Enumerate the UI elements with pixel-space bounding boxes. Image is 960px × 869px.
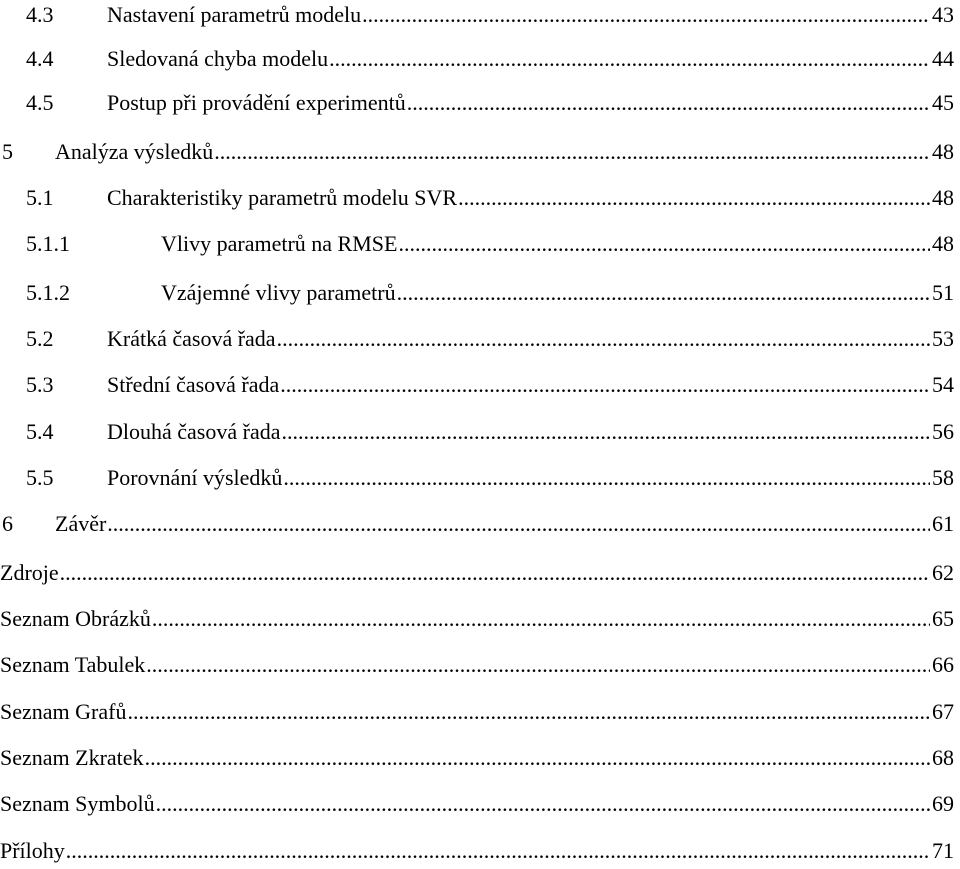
toc-dot-leader: [146, 650, 930, 680]
toc-entry-page: 48: [932, 139, 954, 164]
toc-entry-title: Vlivy parametrů na RMSE: [161, 231, 398, 256]
toc-entry-page: 71: [932, 838, 954, 863]
toc-entry-5-5[interactable]: [0, 463, 954, 493]
toc-entry-title: Vzájemné vlivy parametrů: [161, 280, 396, 305]
toc-entry-page: 43: [932, 2, 954, 27]
toc-entry-title: Přílohy: [0, 838, 65, 863]
toc-entry-number: 5.2: [26, 326, 54, 351]
toc-entry-5-4[interactable]: [0, 417, 954, 447]
toc-dot-leader: [60, 558, 930, 588]
toc-entry-page: 44: [932, 46, 954, 71]
toc-entry-page: 67: [932, 699, 954, 724]
toc-entry-number: 5: [2, 139, 13, 164]
toc-dot-leader: [156, 789, 930, 819]
toc-dot-leader: [214, 137, 930, 167]
toc-entry-4-5[interactable]: [0, 88, 954, 118]
toc-entry-page: 66: [932, 652, 954, 677]
toc-entry-5-2[interactable]: [0, 324, 954, 354]
toc-dot-leader: [127, 697, 930, 727]
toc-entry-number: 5.5: [26, 465, 54, 490]
toc-entry-title: Nastavení parametrů modelu: [107, 2, 362, 27]
toc-dot-leader: [362, 0, 930, 30]
toc-entry-page: 69: [932, 791, 954, 816]
toc-dot-leader: [283, 463, 930, 493]
toc-entry-page: 54: [932, 372, 954, 397]
toc-entry-number: 5.4: [26, 419, 54, 444]
toc-entry-title: Postup při provádění experimentů: [107, 90, 406, 115]
toc-entry-prilohy[interactable]: [0, 836, 954, 866]
toc-entry-title: Střední časová řada: [107, 372, 280, 397]
toc-entry-4-3[interactable]: [0, 0, 954, 30]
toc-entry-5-3[interactable]: [0, 370, 954, 400]
toc-entry-title: Krátká časová řada: [107, 326, 276, 351]
toc-entry-page: 48: [932, 231, 954, 256]
toc-entry-title: Závěr: [55, 511, 107, 536]
toc-entry-number: 5.1: [26, 185, 54, 210]
toc-entry-5-1[interactable]: [0, 183, 954, 213]
toc-entry-5-1-1[interactable]: [0, 229, 954, 259]
toc-dot-leader: [329, 44, 930, 74]
toc-entry-5-1-2[interactable]: [0, 278, 954, 308]
toc-dot-leader: [145, 743, 930, 773]
toc-entry-title: Zdroje: [0, 560, 59, 585]
toc-dot-leader: [458, 183, 930, 213]
toc-entry-title: Seznam Symbolů: [0, 791, 155, 816]
toc-entry-number: 5.1.2: [26, 280, 70, 305]
toc-entry-zdroje[interactable]: [0, 558, 954, 588]
toc-entry-number: 4.5: [26, 90, 54, 115]
toc-entry-seznam-grafu[interactable]: [0, 697, 954, 727]
toc-entry-title: Porovnání výsledků: [107, 465, 283, 490]
toc-entry-seznam-tabulek[interactable]: [0, 650, 954, 680]
toc-entry-title: Seznam Obrázků: [0, 606, 151, 631]
toc-entry-4-4[interactable]: [0, 44, 954, 74]
toc-entry-seznam-zkratek[interactable]: [0, 743, 954, 773]
toc-entry-seznam-symbolu[interactable]: [0, 789, 954, 819]
toc-entry-page: 58: [932, 465, 954, 490]
toc-dot-leader: [152, 604, 930, 634]
toc-dot-leader: [407, 88, 930, 118]
toc-entry-page: 62: [932, 560, 954, 585]
toc-entry-page: 56: [932, 419, 954, 444]
toc-entry-number: 6: [2, 511, 13, 536]
toc-dot-leader: [66, 836, 930, 866]
toc-entry-title: Seznam Grafů: [0, 699, 127, 724]
toc-dot-leader: [281, 417, 930, 447]
toc-entry-number: 4.4: [26, 46, 54, 71]
toc-entry-page: 48: [932, 185, 954, 210]
toc-dot-leader: [397, 278, 930, 308]
toc-entry-seznam-obrazku[interactable]: [0, 604, 954, 634]
toc-dot-leader: [280, 370, 930, 400]
toc-entry-title: Charakteristiky parametrů modelu SVR: [107, 185, 458, 210]
toc-entry-number: 4.3: [26, 2, 54, 27]
toc-entry-page: 61: [932, 511, 954, 536]
toc-entry-title: Sledovaná chyba modelu: [107, 46, 329, 71]
toc-entry-number: 5.3: [26, 372, 54, 397]
toc-entry-page: 68: [932, 745, 954, 770]
toc-entry-title: Dlouhá časová řada: [107, 419, 281, 444]
toc-entry-page: 65: [932, 606, 954, 631]
toc-entry-page: 45: [932, 90, 954, 115]
toc-entry-5[interactable]: [0, 137, 954, 167]
toc-dot-leader: [107, 509, 930, 539]
toc-entry-6[interactable]: [0, 509, 954, 539]
toc-entry-title: Seznam Zkratek: [0, 745, 144, 770]
toc-entry-page: 53: [932, 326, 954, 351]
toc-entry-title: Seznam Tabulek: [0, 652, 146, 677]
toc-entry-page: 51: [932, 280, 954, 305]
toc-dot-leader: [398, 229, 930, 259]
toc-entry-number: 5.1.1: [26, 231, 70, 256]
toc-entry-title: Analýza výsledků: [55, 139, 214, 164]
toc-dot-leader: [277, 324, 930, 354]
